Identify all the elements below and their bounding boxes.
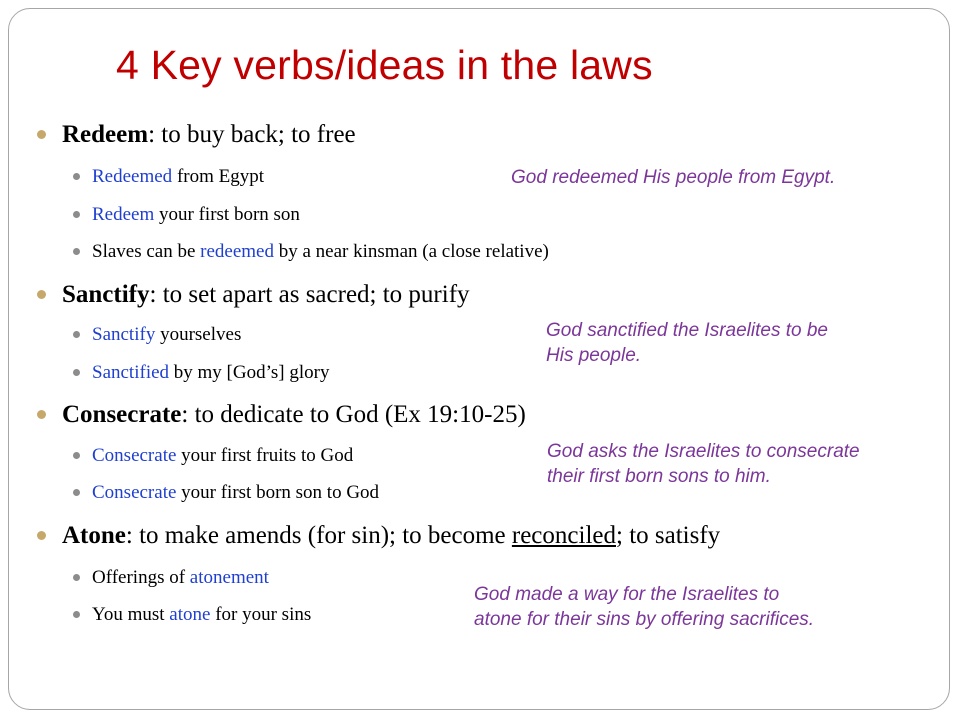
- item-text: Slaves can be: [92, 241, 201, 262]
- definition-underlined: reconciled: [511, 522, 616, 549]
- definition-atone: : to make amends (for sin); to become: [125, 522, 512, 549]
- term-sanctify: Sanctify: [62, 281, 150, 308]
- keyword: Redeemed: [92, 166, 173, 187]
- keyword: atone: [169, 604, 211, 625]
- definition-sanctify: : to set apart as sacred; to purify: [149, 281, 470, 308]
- keyword: redeemed: [200, 241, 274, 262]
- subbullet-redeem-son: [92, 204, 300, 226]
- slide-title: 4 Key verbs/ideas in the laws: [116, 42, 653, 88]
- bullet-dot: [73, 452, 80, 459]
- definition-consecrate: : to dedicate to God (Ex 19:10-25): [181, 401, 526, 428]
- note-line: God asks the Israelites to consecrate: [547, 441, 860, 462]
- keyword: Sanctified: [92, 362, 170, 383]
- bullet-redeem: [62, 121, 356, 149]
- subbullet-sanctify-yourselves: [92, 324, 241, 346]
- note-line: atone for their sins by offering sacrifices.: [474, 609, 815, 630]
- definition-redeem: : to buy back; to free: [148, 121, 356, 148]
- keyword: Consecrate: [92, 445, 177, 466]
- item-text: by a near kinsman (a close relative): [274, 241, 549, 262]
- bullet-dot: [73, 489, 80, 496]
- bullet-atone: [62, 522, 720, 550]
- item-text: for your sins: [210, 604, 312, 625]
- item-text: You must: [92, 604, 170, 625]
- item-text: from Egypt: [172, 166, 265, 187]
- subbullet-sanctified-glory: [92, 362, 329, 384]
- item-text: your first fruits to God: [176, 445, 354, 466]
- item-text: yourselves: [155, 324, 242, 345]
- term-consecrate: Consecrate: [62, 401, 182, 428]
- item-text: your first born son to God: [176, 482, 380, 503]
- subbullet-slaves-redeemed: [92, 241, 549, 263]
- bullet-dot: [73, 611, 80, 618]
- bullet-consecrate: [62, 401, 526, 429]
- keyword: Consecrate: [92, 482, 177, 503]
- bullet-dot: [37, 410, 46, 419]
- keyword: Sanctify: [92, 324, 156, 345]
- item-text: by my [God’s] glory: [169, 362, 330, 383]
- bullet-dot: [73, 173, 80, 180]
- bullet-dot: [37, 290, 46, 299]
- subbullet-redeemed-egypt: [92, 166, 264, 188]
- subbullet-atone-sins: [92, 604, 311, 626]
- bullet-dot: [73, 248, 80, 255]
- note-atone: [474, 582, 814, 632]
- subbullet-consecrate-fruits: [92, 445, 353, 467]
- subbullet-offerings-atonement: [92, 567, 269, 589]
- item-text: your first born son: [154, 204, 300, 225]
- term-atone: Atone: [62, 522, 126, 549]
- bullet-dot: [73, 369, 80, 376]
- note-line: their first born sons to him.: [547, 466, 771, 487]
- note-line: God redeemed His people from Egypt.: [511, 167, 836, 188]
- bullet-dot: [73, 574, 80, 581]
- bullet-dot: [73, 211, 80, 218]
- bullet-dot: [37, 531, 46, 540]
- bullet-dot: [73, 331, 80, 338]
- term-redeem: Redeem: [62, 121, 149, 148]
- keyword: Redeem: [92, 204, 155, 225]
- note-redeem: [511, 165, 835, 190]
- note-line: God sanctified the Israelites to be: [546, 320, 828, 341]
- keyword: atonement: [189, 567, 269, 588]
- definition-atone-end: ; to satisfy: [616, 522, 721, 549]
- subbullet-consecrate-son: [92, 482, 379, 504]
- note-line: His people.: [546, 345, 642, 366]
- note-consecrate: [547, 439, 860, 489]
- bullet-dot: [37, 130, 46, 139]
- bullet-sanctify: [62, 281, 470, 309]
- note-sanctify: [546, 318, 828, 368]
- note-line: God made a way for the Israelites to: [474, 584, 780, 605]
- item-text: Offerings of: [92, 567, 190, 588]
